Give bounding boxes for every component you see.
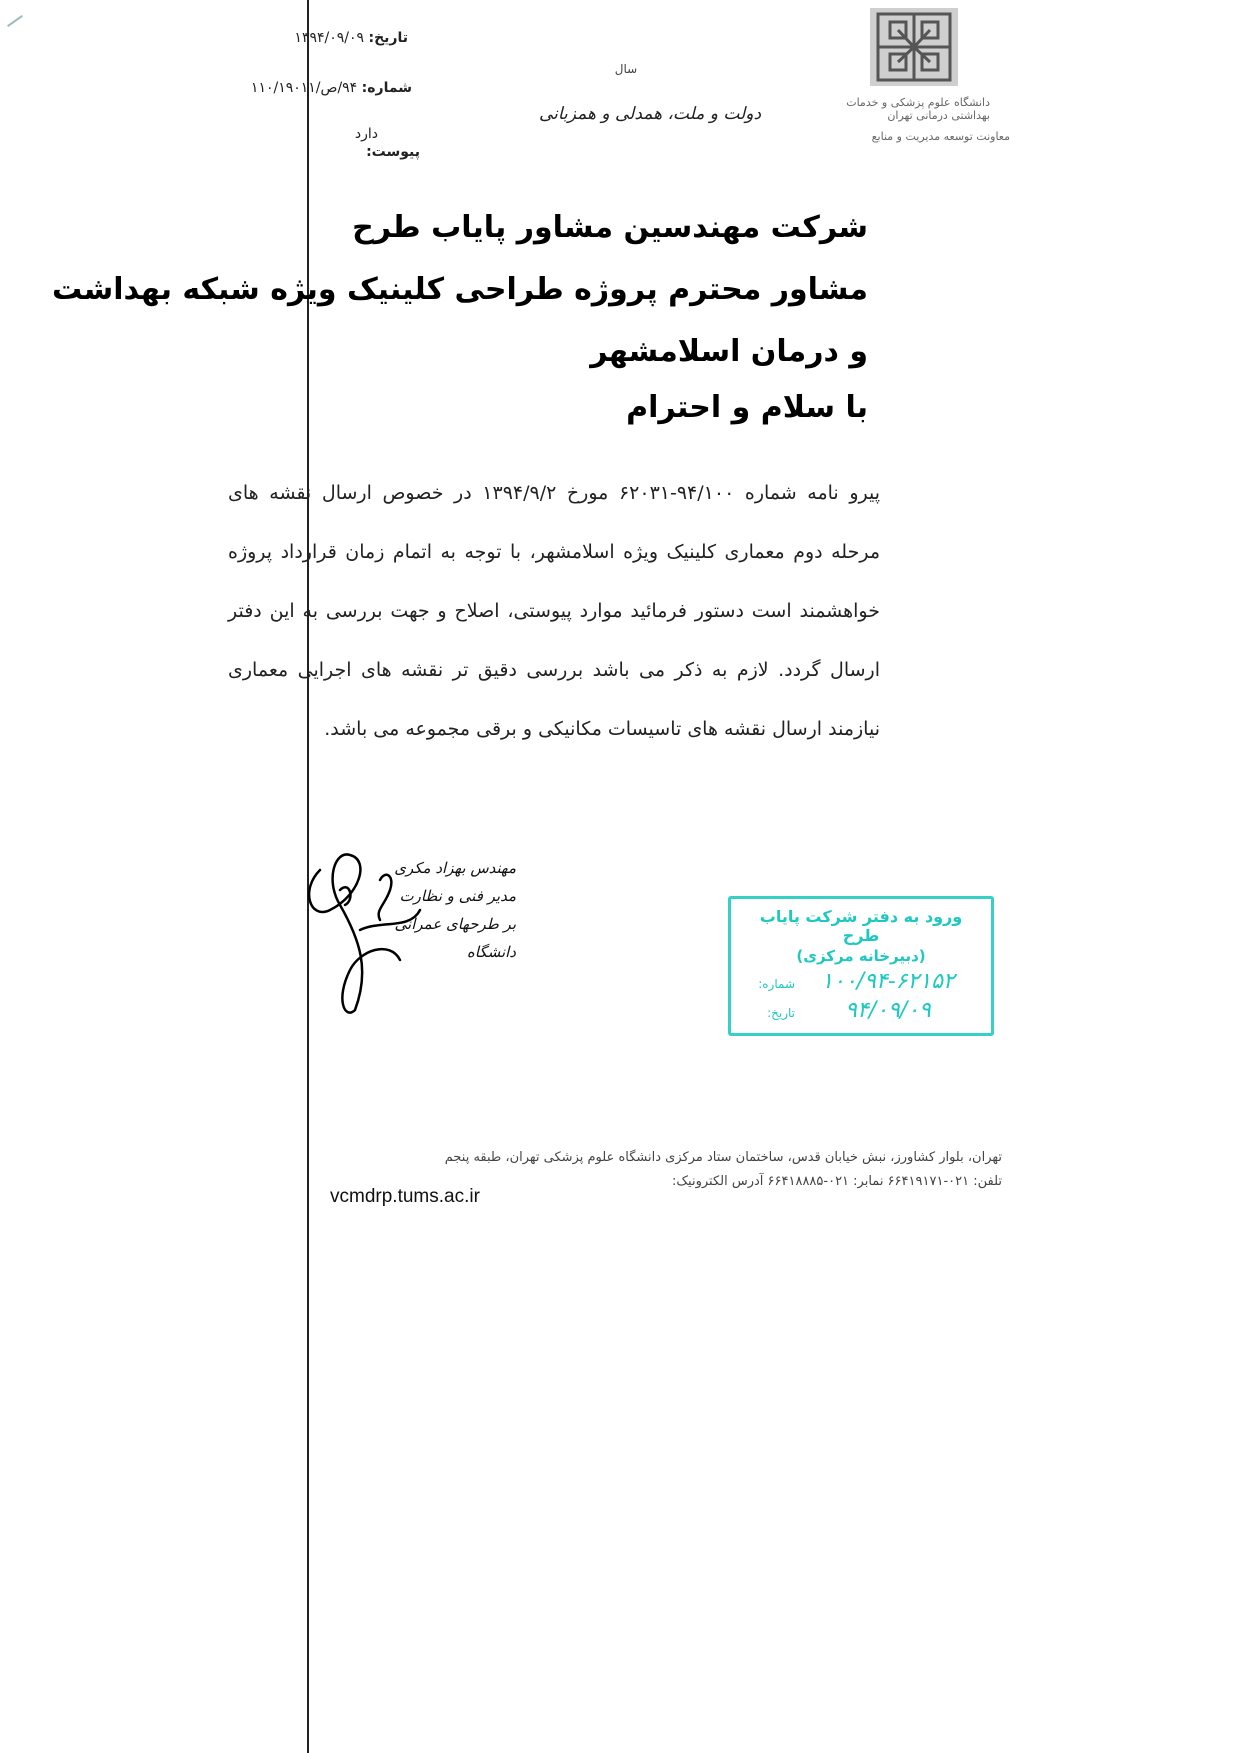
- footer-contact: تلفن: ۰۲۱-۶۶۴۱۹۱۷۱ نمابر: ۰۲۱-۶۶۴۱۸۸۸۵ آدرس الکترونیک:: [672, 1174, 1002, 1189]
- letter-number: [222, 80, 412, 96]
- date-label: تاریخ:: [368, 30, 408, 46]
- number-label: شماره:: [361, 80, 412, 96]
- addressee-company: شرکت مهندسین مشاور پایاب طرح: [352, 210, 868, 245]
- attachment-label: پیوست:: [366, 144, 420, 160]
- stamp-number-row: [741, 969, 981, 994]
- university-name: دانشگاه علوم پزشکی و خدمات بهداشتی درمانی تهران: [846, 96, 990, 122]
- footer-address: تهران، بلوار کشاورز، نبش خیابان قدس، ساختمان ستاد مرکزی دانشگاه علوم پزشکی تهران، طبقه پنجم: [444, 1150, 1002, 1165]
- university-logo: [868, 6, 960, 88]
- stamp-date-label: تاریخ:: [767, 1006, 795, 1020]
- addressee-role: مشاور محترم پروژه طراحی کلینیک ویژه شبکه بهداشت: [52, 272, 868, 307]
- stamp-subtitle: (دبیرخانه مرکزی): [796, 947, 926, 965]
- footer-website-link[interactable]: vcmdrp.tums.ac.ir: [330, 1186, 480, 1207]
- signatory-title-1: مدیر فنی و نظارت: [399, 887, 516, 905]
- number-value: ۹۴/ص/۱۱۰/۱۹۰۱۱: [250, 80, 358, 96]
- slogan-year: سال: [614, 62, 638, 76]
- stamp-number-label: شماره:: [758, 977, 795, 991]
- slogan: دولت و ملت، همدلی و همزبانی: [538, 104, 762, 124]
- attachment-value: دارد: [354, 126, 378, 142]
- receipt-stamp: [728, 896, 994, 1036]
- date-value: ۱۳۹۴/۰۹/۰۹: [294, 30, 365, 46]
- scan-corner-mark: [7, 15, 23, 27]
- stamp-date-value: ۹۴/۰۹/۰۹: [845, 998, 931, 1023]
- stamp-title: ورود به دفتر شرکت پایاب طرح: [759, 907, 963, 945]
- signature-block: [386, 854, 516, 966]
- signatory-name: مهندس بهزاد مکری: [394, 859, 516, 877]
- university-department: معاونت توسعه مدیریت و منابع: [871, 130, 1010, 143]
- stamp-number-value: ۱۰۰/۹۴-۶۲۱۵۲: [821, 969, 955, 994]
- greeting: با سلام و احترام: [626, 390, 868, 425]
- stamp-date-row: [741, 998, 981, 1023]
- letter-body: پیرو نامه شماره ۹۴/۱۰۰-۶۲۰۳۱ مورخ ۱۳۹۴/۹/۲ در خصوص ارسال نقشه های مرحله دوم معماری کلینیک ویژه اسلامشهر، با توجه به اتمام زمان قرارداد پروژه خواهشمند است دستور فرمائید موارد پیوستی، اصلاح و جهت بررسی به این دفتر ارسال گردد. لازم به ذکر می باشد بررسی دقیق تر نقشه های اجرایی معماری نیازمند ارسال نقشه های تاسیسات مکانیکی و برقی مجموعه می باشد.: [228, 482, 880, 740]
- signatory-title-2: بر طرحهای عمرانی دانشگاه: [394, 915, 516, 961]
- letter-date: [268, 30, 408, 46]
- addressee-role-cont: و درمان اسلامشهر: [590, 334, 868, 369]
